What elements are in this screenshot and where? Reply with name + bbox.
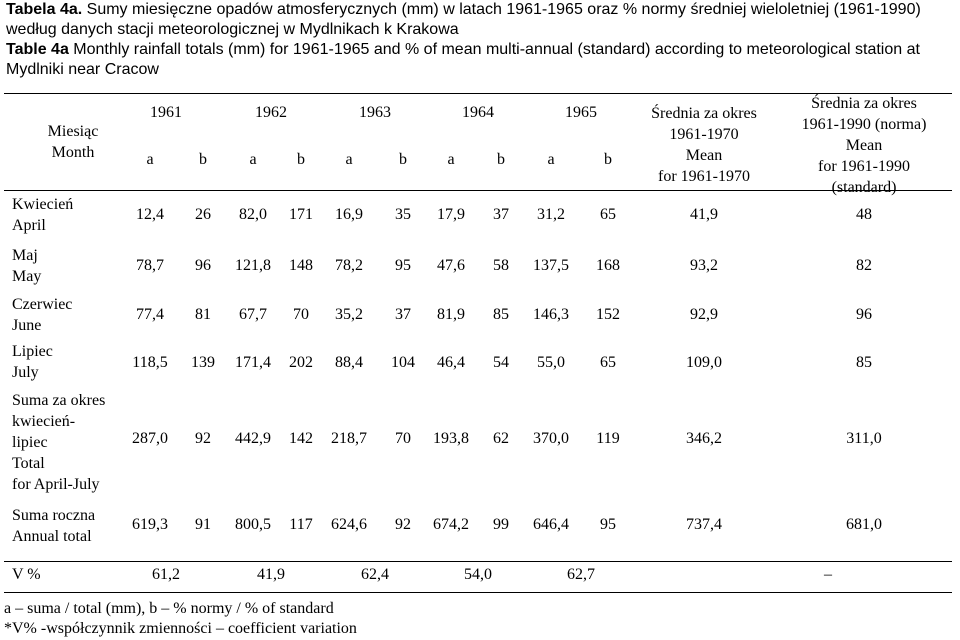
table-cell: 139 bbox=[191, 354, 215, 371]
table-cell: 95 bbox=[395, 257, 411, 274]
table-cell: 91 bbox=[195, 516, 211, 533]
mean-1961-1970-header: Mean bbox=[685, 147, 723, 164]
subcol-header: b bbox=[497, 151, 505, 168]
table-cell: 619,3 bbox=[132, 516, 168, 533]
table-cell: 95 bbox=[600, 516, 616, 533]
month-header: Month bbox=[51, 144, 95, 161]
table-cell: 47,6 bbox=[437, 257, 465, 274]
table-cell: 35,2 bbox=[335, 306, 363, 323]
row-label: June bbox=[12, 317, 42, 334]
row-label: Maj bbox=[12, 247, 38, 264]
table-cell: 70 bbox=[293, 306, 309, 323]
table-cell: 218,7 bbox=[331, 430, 367, 447]
row-label: Total bbox=[12, 455, 45, 472]
table-cell: 62 bbox=[493, 430, 509, 447]
table-cell: 92 bbox=[195, 430, 211, 447]
footnote-v: *V% -współczynnik zmienności – coefficient variation bbox=[4, 620, 357, 637]
year-header: 1965 bbox=[565, 104, 597, 121]
table-cell: 78,7 bbox=[136, 257, 164, 274]
table-cell: 31,2 bbox=[537, 206, 565, 223]
table-cell: 88,4 bbox=[335, 354, 363, 371]
table-cell: 442,9 bbox=[235, 430, 271, 447]
table-cell: 35 bbox=[395, 206, 411, 223]
mean-1961-1990-header: (standard) bbox=[831, 179, 897, 196]
month-header: Miesiąc bbox=[47, 123, 99, 140]
table-cell: 85 bbox=[493, 306, 509, 323]
table-cell: 152 bbox=[596, 306, 620, 323]
row-label: kwiecień- bbox=[12, 413, 76, 430]
table-cell: 142 bbox=[289, 430, 313, 447]
table-cell: 370,0 bbox=[533, 430, 569, 447]
table-cell: 81 bbox=[195, 306, 211, 323]
caption-en-text: Monthly rainfall totals (mm) for 1961-1965 and % of mean multi-annual (standard) according to meteorological station at Mydlniki near Cracow bbox=[6, 41, 920, 78]
mean-1961-1970-header: Średnia za okres bbox=[651, 105, 757, 122]
table-cell: 12,4 bbox=[136, 206, 164, 223]
row-label: May bbox=[12, 268, 42, 285]
table-cell: 96 bbox=[195, 257, 211, 274]
row-label: July bbox=[12, 364, 39, 381]
table-cell: 171 bbox=[289, 206, 313, 223]
mean-1961-1990-header: Mean bbox=[845, 137, 883, 154]
table-cell: 46,4 bbox=[437, 354, 465, 371]
table-cell: 77,4 bbox=[136, 306, 164, 323]
row-label: Kwiecień bbox=[12, 196, 74, 213]
mean-1961-1990-cell: 96 bbox=[856, 306, 872, 323]
table-cell: 92 bbox=[395, 516, 411, 533]
row-label: Suma roczna bbox=[12, 507, 96, 524]
subcol-header: a bbox=[547, 151, 555, 168]
year-header: 1963 bbox=[359, 104, 391, 121]
v-row-dash: – bbox=[824, 566, 832, 583]
table-cell: 81,9 bbox=[437, 306, 465, 323]
mean-1961-1970-header: for 1961-1970 bbox=[658, 168, 750, 185]
v-row-cell: 61,2 bbox=[152, 566, 180, 583]
v-row-cell: 62,4 bbox=[361, 566, 389, 583]
table-cell: 119 bbox=[596, 430, 620, 447]
table-cell: 624,6 bbox=[331, 516, 367, 533]
mean-1961-1990-cell: 85 bbox=[856, 354, 872, 371]
footnote-a-b: a – suma / total (mm), b – % normy / % of standard bbox=[4, 600, 334, 617]
mean-1961-1990-header: for 1961-1990 bbox=[818, 158, 910, 175]
caption-pl-text: Sumy miesięczne opadów atmosferycznych (mm) w latach 1961-1965 oraz % normy średniej wieloletniej (1961-1990) według danych stacji meteorologicznej w Mydlnikach k Krakowa bbox=[6, 1, 921, 38]
mean-1961-1970-cell: 41,9 bbox=[690, 206, 718, 223]
mean-1961-1990-cell: 311,0 bbox=[846, 430, 882, 447]
mean-1961-1990-cell: 48 bbox=[856, 206, 872, 223]
table-cell: 193,8 bbox=[433, 430, 469, 447]
row-label: Lipiec bbox=[12, 343, 53, 360]
table-cell: 65 bbox=[600, 354, 616, 371]
mean-1961-1990-cell: 82 bbox=[856, 257, 872, 274]
table-cell: 37 bbox=[493, 206, 509, 223]
table-cell: 171,4 bbox=[235, 354, 271, 371]
table-cell: 117 bbox=[289, 516, 313, 533]
table-cell: 104 bbox=[391, 354, 415, 371]
table-cell: 137,5 bbox=[533, 257, 569, 274]
subcol-header: a bbox=[345, 151, 353, 168]
table-cell: 70 bbox=[395, 430, 411, 447]
mean-1961-1970-cell: 93,2 bbox=[690, 257, 718, 274]
table-cell: 78,2 bbox=[335, 257, 363, 274]
subcol-header: a bbox=[249, 151, 257, 168]
caption-pl-label: Tabela 4a. bbox=[6, 1, 83, 18]
table-cell: 65 bbox=[600, 206, 616, 223]
table-cell: 168 bbox=[596, 257, 620, 274]
subcol-header: b bbox=[297, 151, 305, 168]
subcol-header: a bbox=[146, 151, 154, 168]
table-cell: 99 bbox=[493, 516, 509, 533]
mean-1961-1970-cell: 346,2 bbox=[686, 430, 722, 447]
table-cell: 58 bbox=[493, 257, 509, 274]
row-label: Czerwiec bbox=[12, 296, 73, 313]
mean-1961-1970-cell: 737,4 bbox=[686, 516, 722, 533]
mean-1961-1990-cell: 681,0 bbox=[846, 516, 882, 533]
mean-1961-1990-header: Średnia za okres bbox=[811, 95, 917, 112]
table-cell: 646,4 bbox=[533, 516, 569, 533]
row-label: Annual total bbox=[12, 528, 92, 545]
mean-1961-1990-header: 1961-1990 (norma) bbox=[801, 116, 927, 133]
v-row-cell: 41,9 bbox=[257, 566, 285, 583]
caption-en-label: Table 4a bbox=[6, 41, 69, 58]
mean-1961-1970-cell: 109,0 bbox=[686, 354, 722, 371]
v-row-label: V % bbox=[12, 566, 41, 583]
table-cell: 37 bbox=[395, 306, 411, 323]
mean-1961-1970-header: 1961-1970 bbox=[669, 126, 739, 143]
table-cell: 82,0 bbox=[239, 206, 267, 223]
year-header: 1961 bbox=[150, 104, 182, 121]
subcol-header: b bbox=[399, 151, 407, 168]
row-label: lipiec bbox=[12, 434, 48, 451]
table-cell: 118,5 bbox=[132, 354, 168, 371]
year-header: 1964 bbox=[462, 104, 494, 121]
table-cell: 17,9 bbox=[437, 206, 465, 223]
table-cell: 55,0 bbox=[537, 354, 565, 371]
table-cell: 67,7 bbox=[239, 306, 267, 323]
table-cell: 54 bbox=[493, 354, 509, 371]
row-label: for April-July bbox=[12, 476, 100, 493]
row-label: April bbox=[12, 217, 46, 234]
subcol-header: b bbox=[604, 151, 612, 168]
year-header: 1962 bbox=[255, 104, 287, 121]
table-cell: 26 bbox=[195, 206, 211, 223]
table-cell: 800,5 bbox=[235, 516, 271, 533]
table-cell: 121,8 bbox=[235, 257, 271, 274]
table-cell: 16,9 bbox=[335, 206, 363, 223]
v-row-cell: 62,7 bbox=[567, 566, 595, 583]
table-cell: 287,0 bbox=[132, 430, 168, 447]
subcol-header: a bbox=[447, 151, 455, 168]
table-cell: 148 bbox=[289, 257, 313, 274]
v-row-cell: 54,0 bbox=[464, 566, 492, 583]
subcol-header: b bbox=[199, 151, 207, 168]
table-cell: 146,3 bbox=[533, 306, 569, 323]
table-cell: 674,2 bbox=[433, 516, 469, 533]
table-cell: 202 bbox=[289, 354, 313, 371]
mean-1961-1970-cell: 92,9 bbox=[690, 306, 718, 323]
row-label: Suma za okres bbox=[12, 392, 106, 409]
